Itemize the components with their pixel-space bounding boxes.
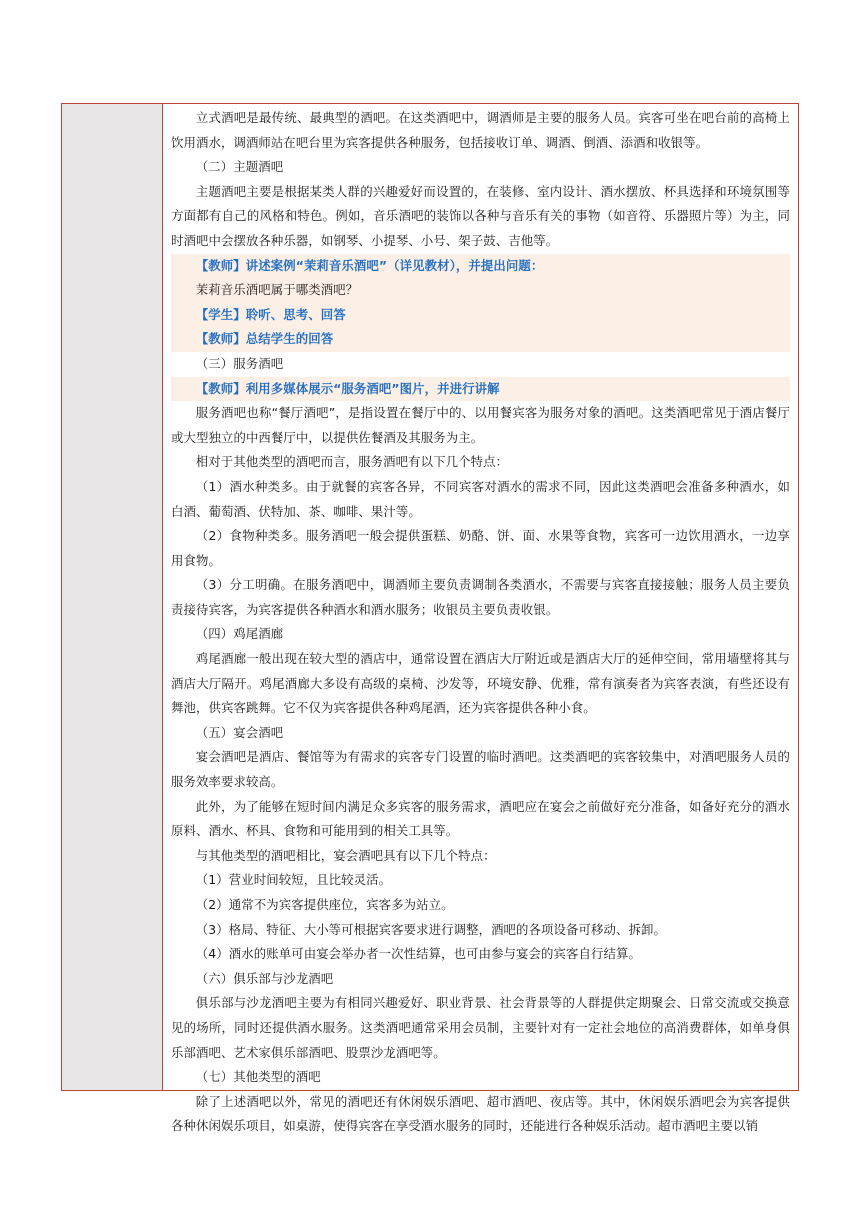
lesson-table xyxy=(61,103,799,1134)
paragraph: 此外，为了能够在短时间内满足众多宾客的服务需求，酒吧应在宴会之前做好充分准备，如备好充分的酒水原料、酒水、杯具、食物和可能用到的相关工具等。 xyxy=(171,798,790,839)
list-item: （1）酒水种类多。由于就餐的宾客各异，不同宾客对酒水的需求不同，因此这类酒吧会准备多种酒水，如白酒、葡萄酒、伏特加、茶、咖啡、果汁等。 xyxy=(171,478,790,519)
paragraph: 除了上述酒吧以外，常见的酒吧还有休闲娱乐酒吧、超市酒吧、夜店等。其中，休闲娱乐酒吧会为宾客提供各种休闲娱乐项目，如桌游，使得宾客在享受酒水服务的同时，还能进行各种娱乐活动。超市酒吧主要以销 xyxy=(171,1093,790,1134)
list-item: （3）格局、特征、大小等可根据宾客要求进行调整，酒吧的各项设备可移动、拆卸。 xyxy=(195,921,666,937)
teacher-note: 【教师】讲述案例“茉莉音乐酒吧”（详见教材），并提出问题： xyxy=(171,254,790,279)
question-text: 茉莉音乐酒吧属于哪类酒吧？ xyxy=(171,278,790,303)
list-item: （4）酒水的账单可由宴会举办者一次性结算，也可由参与宴会的宾客自行结算。 xyxy=(195,946,641,962)
teacher-note: 【教师】利用多媒体展示“服务酒吧”图片，并进行讲解 xyxy=(171,377,790,402)
paragraph: 与其他类型的酒吧相比，宴会酒吧具有以下几个特点： xyxy=(195,847,496,863)
list-item: （2）食物种类多。服务酒吧一般会提供蛋糕、奶酪、饼、面、水果等食物，宾客可一边饮用酒水，一边享用食物。 xyxy=(171,528,790,568)
student-note: 【学生】聆听、思考、回答 xyxy=(171,303,790,328)
paragraph: 立式酒吧是最传统、最典型的酒吧。在这类酒吧中，调酒师是主要的服务人员。宾客可坐在吧台前的高椅上饮用酒水，调酒师站在吧台里为宾客提供各种服务，包括接收订单、调酒、倒酒、添酒和收银等。 xyxy=(171,110,790,150)
teacher-note: 【教师】总结学生的回答 xyxy=(171,327,790,352)
section-heading: （四）鸡尾酒廊 xyxy=(195,626,284,642)
paragraph: 宴会酒吧是酒店、餐馆等为有需求的宾客专门设置的临时酒吧。这类酒吧的宾客较集中，对酒吧服务人员的服务效率要求较高。 xyxy=(171,749,790,790)
paragraph: 鸡尾酒廊一般出现在较大型的酒店中，通常设置在酒店大厅附近或是酒店大厅的延伸空间，常用墙壁将其与酒店大厅隔开。鸡尾酒廊大多设有高级的桌椅、沙发等，环境安静、优雅，常有演奏者为宾客表演，有些还设有舞池，供宾客跳舞。它不仅为宾客提供各种鸡尾酒，还为宾客提供各种小食。 xyxy=(171,651,790,716)
list-item: （2）通常不为宾客提供座位，宾客多为站立。 xyxy=(195,897,454,912)
section-heading: （二）主题酒吧 xyxy=(195,159,284,175)
section-heading: （三）服务酒吧 xyxy=(195,355,284,371)
paragraph: 相对于其他类型的酒吧而言，服务酒吧有以下几个特点： xyxy=(195,454,509,470)
section-heading: （六）俱乐部与沙龙酒吧 xyxy=(195,970,334,986)
section-heading: （五）宴会酒吧 xyxy=(195,724,284,740)
list-item: （3）分工明确。在服务酒吧中，调酒师主要负责调制各类酒水，不需要与宾客直接接触；服务人员主要负责接待宾客，为宾客提供各种酒水和酒水服务；收银员主要负责收银。 xyxy=(171,577,790,617)
paragraph: 俱乐部与沙龙酒吧主要为有相同兴趣爱好、职业背景、社会背景等的人群提供定期聚会、日常交流或交换意见的场所，同时还提供酒水服务。这类酒吧通常采用会员制，主要针对有一定社会地位的高消费群体，如单身俱乐部酒吧、艺术家俱乐部酒吧、股票沙龙酒吧等。 xyxy=(171,995,790,1060)
content-column xyxy=(163,104,798,1134)
paragraph: 服务酒吧也称“餐厅酒吧”，是指设置在餐厅中的、以用餐宾客为服务对象的酒吧。这类酒吧常见于酒店餐厅或大型独立的中西餐厅中，以提供佐餐酒及其服务为主。 xyxy=(171,405,790,445)
section-heading: （七）其他类型的酒吧 xyxy=(195,1069,321,1085)
label-column xyxy=(62,104,163,1090)
paragraph: 主题酒吧主要是根据某类人群的兴趣爱好而设置的，在装修、室内设计、酒水摆放、杯具选择和环境氛围等方面都有自己的风格和特色。例如，音乐酒吧的装饰以各种与音乐有关的事物（如音符、乐器照片等）为主，同时酒吧中会摆放各种乐器，如钢琴、小提琴、小号、架子鼓、吉他等。 xyxy=(171,183,790,248)
list-item: （1）营业时间较短，且比较灵活。 xyxy=(195,872,392,888)
